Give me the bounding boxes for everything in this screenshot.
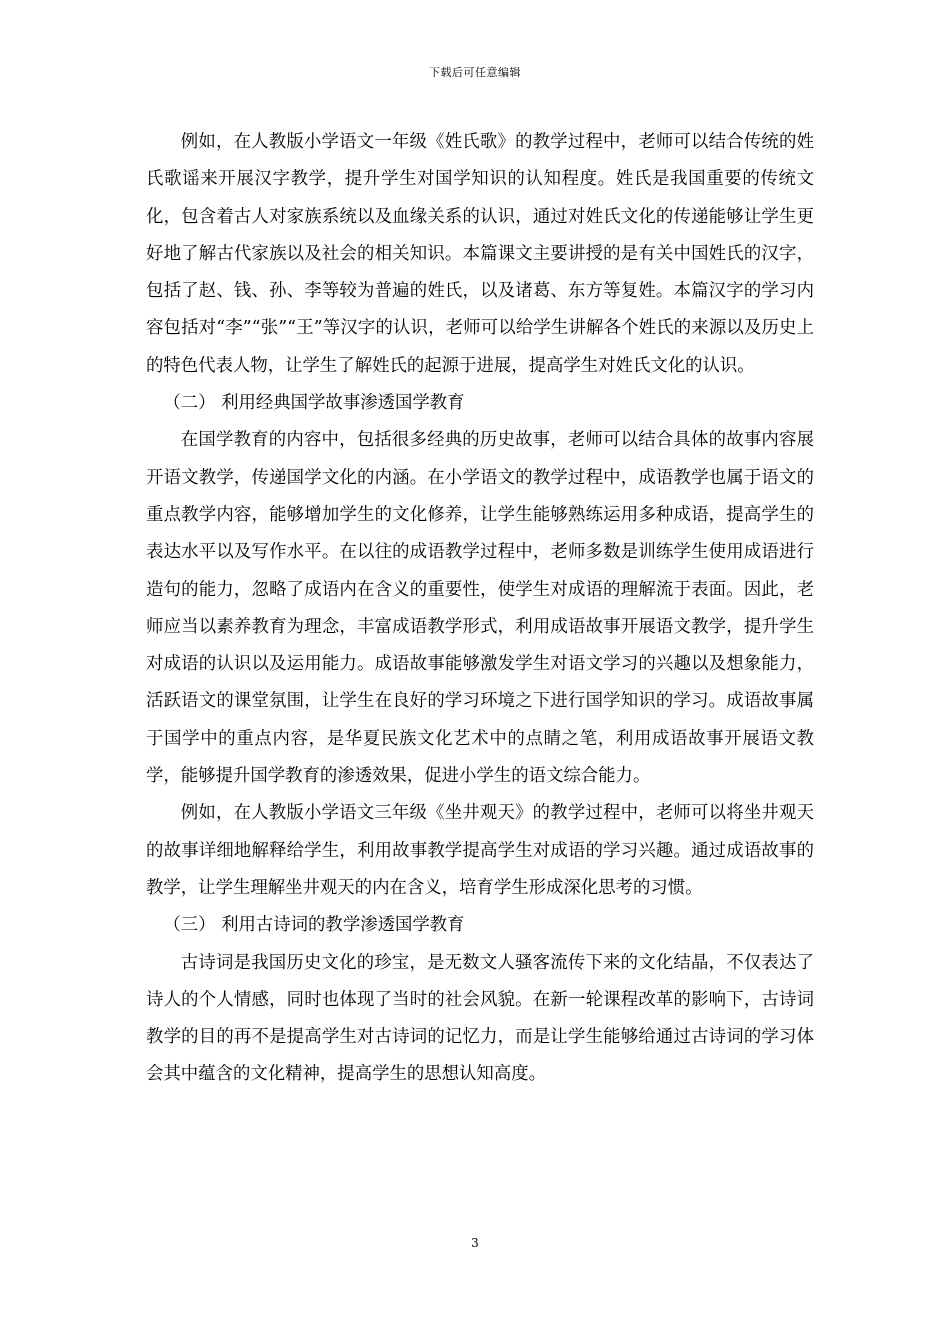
page-header: 下载后可任意编辑 xyxy=(429,66,521,79)
paragraph-idiom-teaching: 在国学教育的内容中，包括很多经典的历史故事，老师可以结合具体的故事内容展开语文教学，传递国学文化的内涵。在小学语文的教学过程中，成语教学也属于语文的重点教学内容，能够增加学生的文化修养，让学生能够熟练运用多种成语，提高学生的表达水平以及写作水平。在以往的成语教学过程中，老师多数是训练学生使用成语进行造句的能力，忽略了成语内在含义的重要性，使学生对成语的理解流于表面。因此，老师应当以素养教育为理念，丰富成语教学形式，利用成语故事开展语文教学，提升学生对成语的认识以及运用能力。成语故事能够激发学生对语文学习的兴趣以及想象能力，活跃语文的课堂氛围，让学生在良好的学习环境之下进行国学知识的学习。成语故事属于国学中的重点内容，是华夏民族文化艺术中的点睛之笔，利用成语故事开展语文教学，能够提升国学教育的渗透效果，促进小学生的语文综合能力。 xyxy=(146,430,814,787)
document-body xyxy=(146,124,814,1094)
section-heading-ancient-poetry: （三） 利用古诗词的教学渗透国学教育 xyxy=(163,915,465,936)
section-heading-classic-stories: （二） 利用经典国学故事渗透国学教育 xyxy=(163,393,465,414)
paragraph-ancient-poetry: 古诗词是我国历史文化的珍宝，是无数文人骚客流传下来的文化结晶，不仅表达了诗人的个人情感，同时也体现了当时的社会风貌。在新一轮课程改革的影响下，古诗词教学的目的再不是提高学生对古诗词的记忆力，而是让学生能够给通过古诗词的学习体会其中蕴含的文化精神，提高学生的思想认知高度。 xyxy=(146,952,814,1085)
paragraph-surname-song-example: 例如，在人教版小学语文一年级《姓氏歌》的教学过程中，老师可以结合传统的姓氏歌谣来开展汉字教学，提升学生对国学知识的认知程度。姓氏是我国重要的传统文化，包含着古人对家族系统以及血缘关系的认识，通过对姓氏文化的传递能够让学生更好地了解古代家族以及社会的相关知识。本篇课文主要讲授的是有关中国姓氏的汉字，包括了赵、钱、孙、李等较为普遍的姓氏，以及诸葛、东方等复姓。本篇汉字的学习内容包括对“李”“张”“王”等汉字的认识，老师可以给学生讲解各个姓氏的来源以及历史上的特色代表人物，让学生了解姓氏的起源于进展，提高学生对姓氏文化的认识。 xyxy=(146,132,814,376)
paragraph-frog-in-well-example: 例如，在人教版小学语文三年级《坐井观天》的教学过程中，老师可以将坐井观天的故事详细地解释给学生，利用故事教学提高学生对成语的学习兴趣。通过成语故事的教学，让学生理解坐井观天的内在含义，培育学生形成深化思考的习惯。 xyxy=(146,803,814,898)
page-number: 3 xyxy=(471,1236,479,1250)
